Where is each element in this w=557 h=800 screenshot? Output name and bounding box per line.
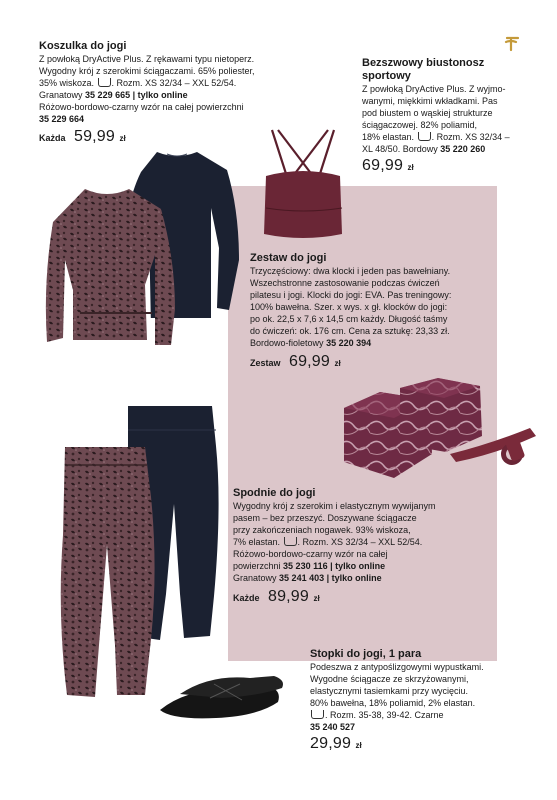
zestaw-line: 100% bawełna. Szer. x wys. x gł. klocków do jogi: (250, 302, 448, 312)
price-value: 69,99 (362, 157, 404, 174)
biustonosz-line: Z powłoką DryActive Plus. Z wyjmo- (362, 84, 506, 94)
spodnie-title: Spodnie do jogi (233, 487, 316, 499)
yoga-blocks-image (340, 378, 540, 490)
separator: | (330, 561, 333, 571)
separator: | (132, 90, 136, 100)
price-label: Każde (233, 593, 260, 603)
product-code: 35 220 260 (440, 144, 486, 154)
koszulka-line: Wygodny krój z szerokimi ściągaczami. 65% poliester, (39, 66, 255, 76)
zestaw-line (250, 337, 495, 349)
zestaw-line: Wszechstronne zastosowanie podczas ćwiczeń (250, 278, 440, 288)
currency: zł (119, 134, 126, 143)
zestaw-line: do ćwiczeń: ok. 176 cm. Cena za sztukę: 23,33 zł. (250, 326, 450, 336)
koszulka-title: Koszulka do jogi (39, 40, 127, 52)
spodnie-line (233, 572, 493, 584)
zestaw-color: Bordowo-fioletowy (250, 338, 324, 348)
washing-icon (418, 132, 431, 141)
zestaw-title: Zestaw do jogi (250, 252, 327, 264)
spodnie-color: Granatowy (233, 573, 277, 583)
biustonosz-line-text: 18% elastan. (362, 132, 415, 142)
zestaw-block (250, 252, 495, 371)
online-badge: tylko online (335, 561, 386, 571)
biustonosz-line: ściągaczowej. 82% poliamid, (362, 120, 478, 130)
product-code: 35 240 527 (310, 722, 356, 732)
spodnie-line (233, 536, 493, 548)
price-value: 69,99 (288, 353, 331, 370)
koszulka-line: Różowo-bordowo-czarny wzór na całej powierzchni (39, 102, 244, 112)
biustonosz-title: Bezszwowy biustonosz (362, 57, 485, 69)
spodnie-price-row (233, 588, 493, 606)
product-code: 35 229 664 (39, 114, 85, 124)
online-badge: tylko online (137, 90, 188, 100)
biustonosz-block (362, 57, 532, 175)
koszulka-line-text: 35% wiskoza. (39, 78, 95, 88)
spodnie-block (233, 487, 493, 606)
koszulka-size: . Rozm. XS 32/34 – XXL 52/54. (111, 78, 237, 88)
biustonosz-size: . Rozm. XS 32/34 – (431, 132, 510, 142)
price-value: 89,99 (267, 588, 310, 605)
spodnie-line: przy zakończeniach nogawek. 93% wiskoza, (233, 525, 411, 535)
currency: zł (355, 741, 362, 750)
spodnie-line: Wygodny krój z szerokim i elastycznym wywijanym (233, 501, 436, 511)
leopard-pants-image (55, 445, 160, 700)
stopki-line: 80% bawełna, 18% poliamid, 2% elastan. (310, 698, 476, 708)
washing-icon (311, 710, 324, 719)
koszulka-color: Granatowy (39, 90, 83, 100)
currency: zł (313, 594, 320, 603)
stopki-block (310, 648, 540, 753)
spodnie-size: . Rozm. XS 32/34 – XXL 52/54. (297, 537, 423, 547)
koszulka-line (39, 89, 319, 101)
stopki-title: Stopki do jogi, 1 para (310, 648, 422, 660)
product-code: 35 229 665 (85, 90, 131, 100)
washing-icon (98, 78, 111, 87)
stopki-price-row (310, 735, 540, 753)
yoga-socks-image (150, 668, 290, 728)
zestaw-price-row (250, 353, 495, 371)
stopki-line: elastycznymi tasiemkami przy wycięciu. (310, 686, 469, 696)
biustonosz-line: wanymi, miękkimi wkładkami. Pas (362, 96, 498, 106)
stopki-line: Wygodne ściągacze ze skrzyżowanymi, (310, 674, 469, 684)
stopki-size: . Rozm. 35-38, 39-42. Czarne (325, 710, 444, 720)
stopki-line: Podeszwa z antypoślizgowymi wypustkami. (310, 662, 484, 672)
product-code: 35 241 403 (279, 573, 325, 583)
biustonosz-line: pod biustem o wąskiej strukturze (362, 108, 493, 118)
zestaw-line: po ok. 22,5 x 7,6 x 14,5 cm każdy. Długość taśmy (250, 314, 448, 324)
zestaw-line: pilatesu i jogi. Klocki do jogi: EVA. Pas treningowy: (250, 290, 452, 300)
currency: zł (334, 359, 341, 368)
biustonosz-line (362, 143, 532, 155)
currency: zł (407, 163, 414, 172)
online-badge: tylko online (331, 573, 382, 583)
washing-icon (284, 537, 297, 546)
zestaw-line: Trzyczęściowy: dwa klocki i jeden pas bawełniany. (250, 266, 451, 276)
product-code: 35 230 116 (283, 561, 328, 571)
separator: | (326, 573, 330, 583)
product-code: 35 220 394 (326, 338, 372, 348)
koszulka-line: Z powłoką DryActive Plus. Z rękawami typu nietoperz. (39, 54, 255, 64)
leopard-shirt-image (40, 183, 180, 353)
price-value: 59,99 (73, 128, 116, 145)
biustonosz-price-row (362, 157, 532, 175)
spodnie-line: pasem – bez przeszyć. Doszywane ściągacze (233, 513, 417, 523)
price-label: Zestaw (250, 358, 281, 368)
spodnie-line: Różowo-bordowo-czarny wzór na całej (233, 549, 388, 559)
tchibo-logo-icon (502, 33, 522, 53)
stopki-line (310, 709, 540, 721)
spodnie-line-text: 7% elastan. (233, 537, 281, 547)
price-label: Każda (39, 133, 66, 143)
biustonosz-line (362, 131, 532, 143)
spodnie-line (233, 560, 493, 572)
biustonosz-title: sportowy (362, 70, 411, 82)
spodnie-color: powierzchni (233, 561, 281, 571)
koszulka-line (39, 77, 319, 89)
sports-bra-image (258, 128, 348, 238)
price-value: 29,99 (310, 735, 352, 752)
biustonosz-color: XL 48/50. Bordowy (362, 144, 438, 154)
